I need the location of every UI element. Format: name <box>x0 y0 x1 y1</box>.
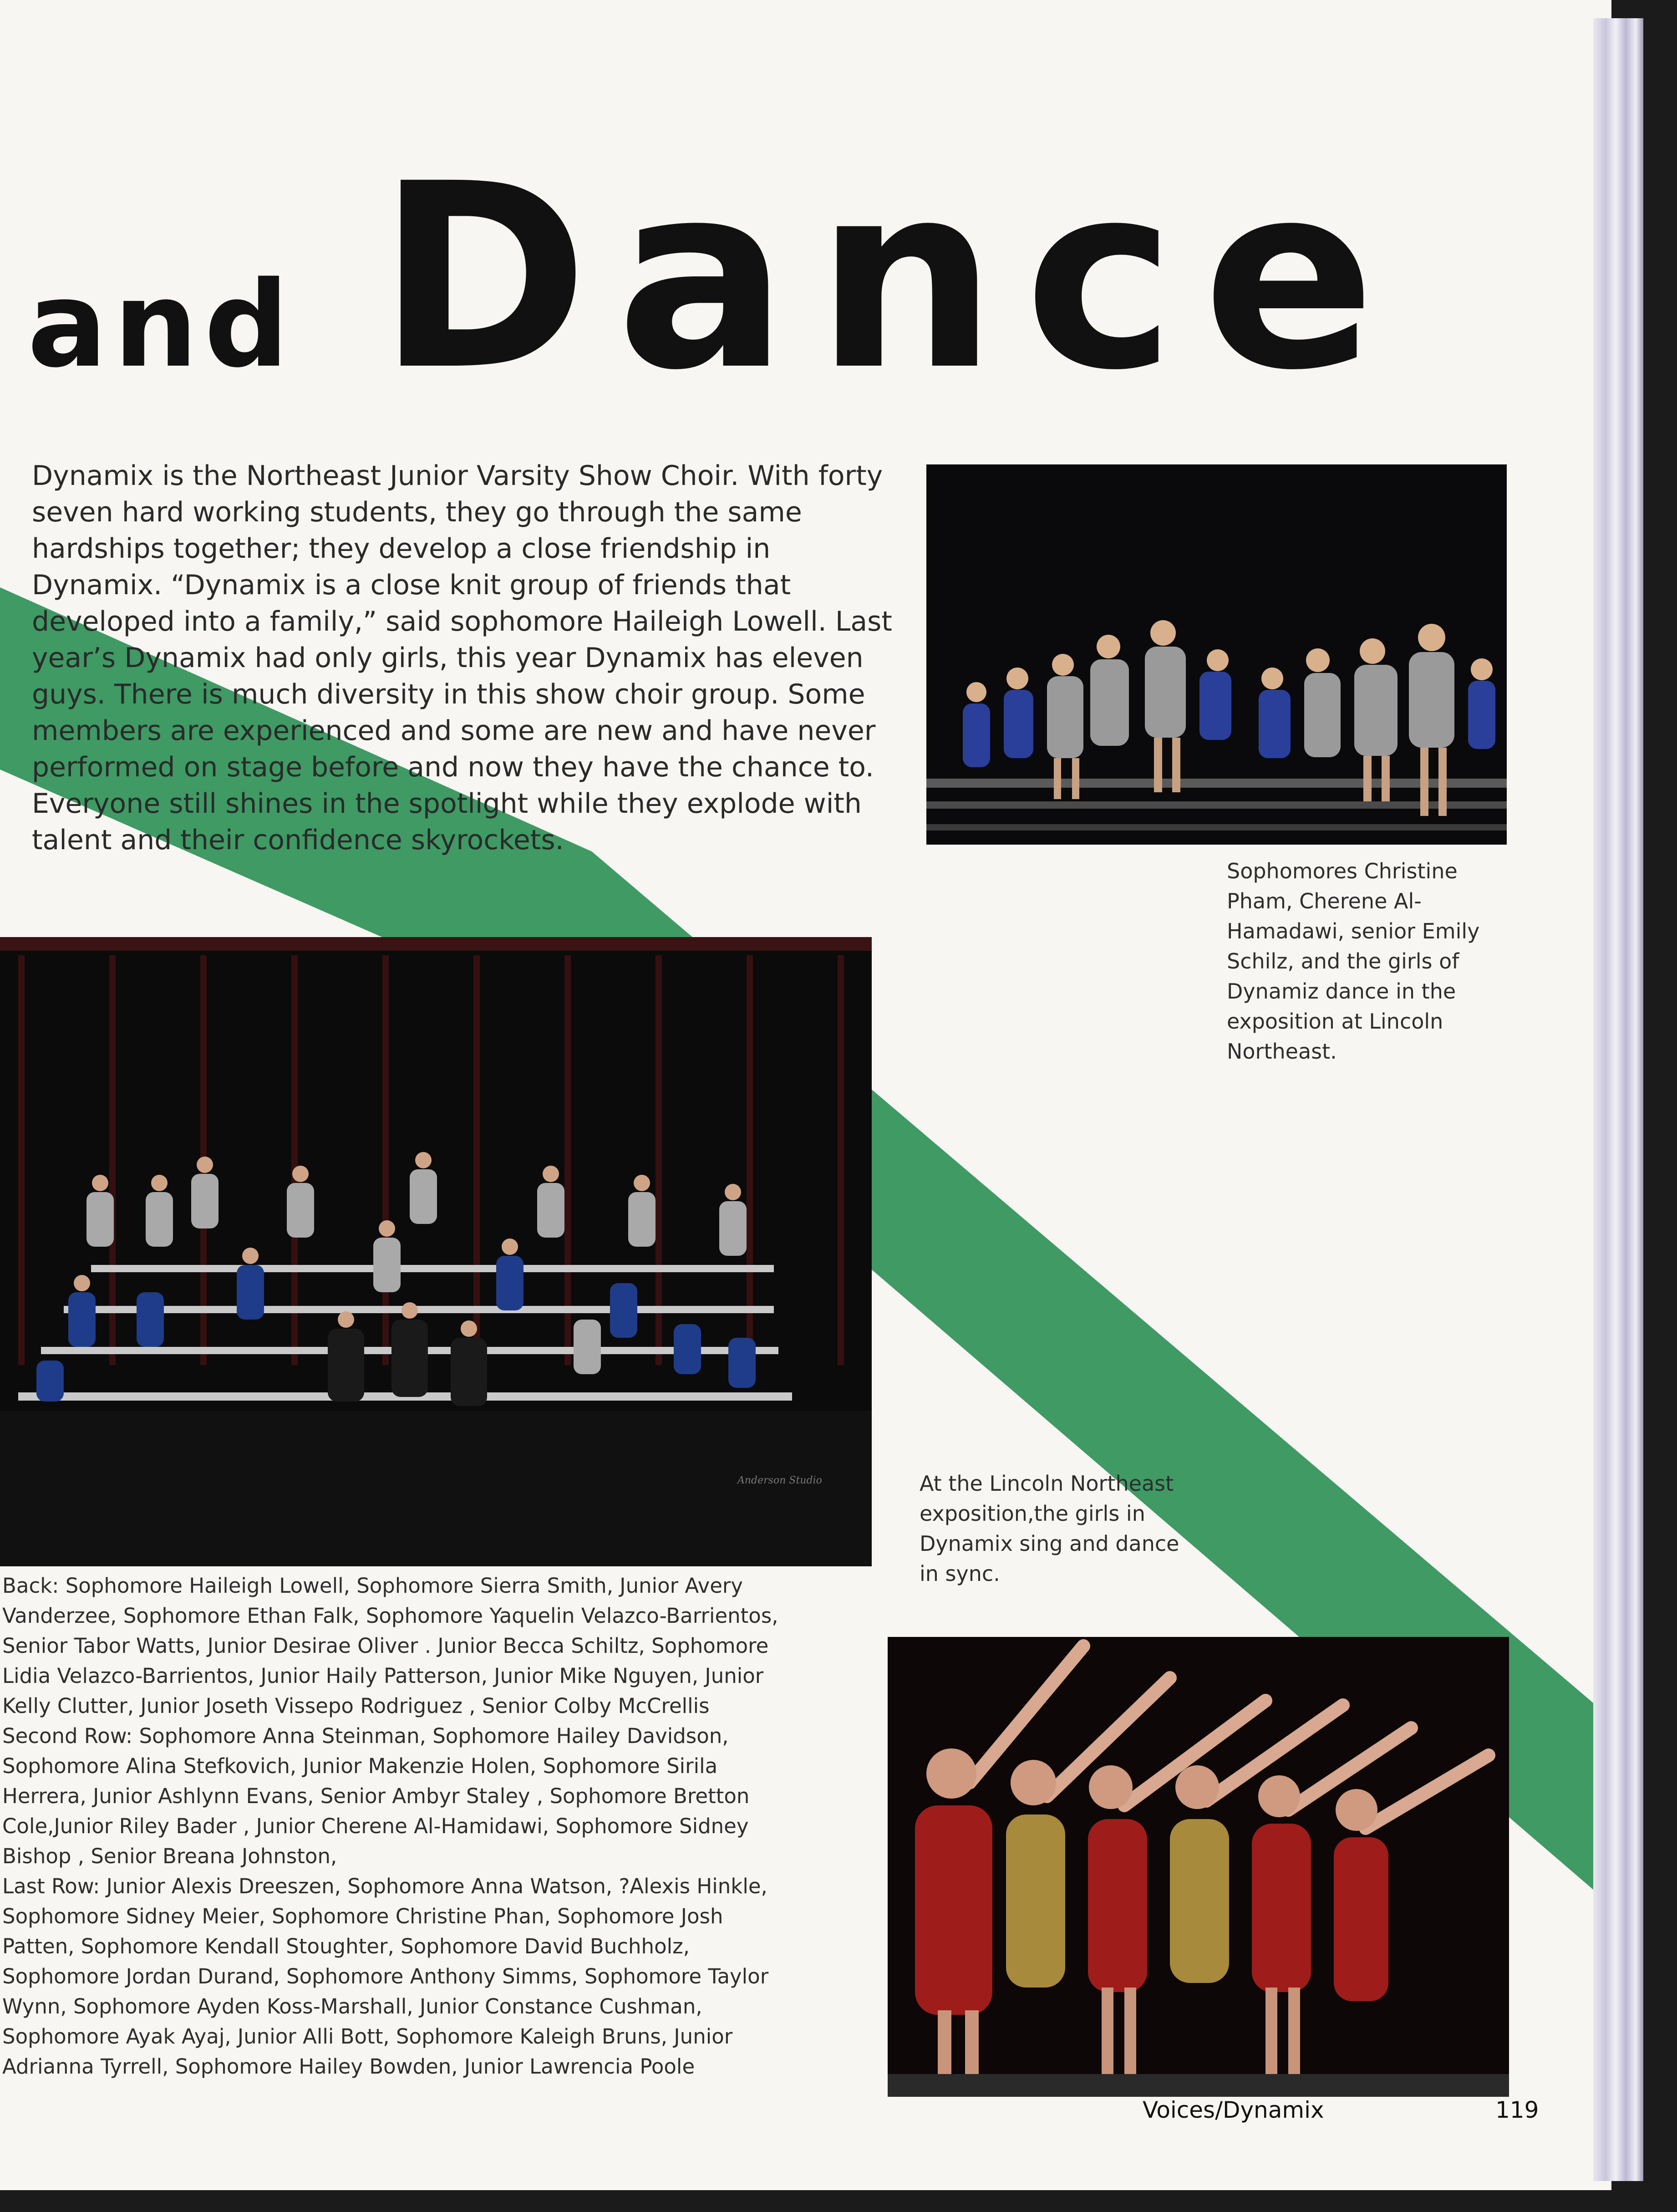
headline-word-and: and <box>27 256 295 394</box>
photo-group-portrait-art <box>0 937 872 1566</box>
photo-dancers-red-art <box>888 1637 1509 2097</box>
caption-middle-right: At the Lincoln Northeast exposition,the girls in Dynamix sing and dance in sync. <box>920 1471 1179 1586</box>
intro-paragraph: Dynamix is the Northeast Junior Varsity Show Choir. With forty seven hard working students, they go through the same hardships together; they develop a close friendship in Dynamix. “Dynamix is a close knit group of friends that developed into a family,” said sophomore Haileigh Lowell. Last year’s Dynamix had only girls, this year Dynamix has eleven guys. There is much diversity in this show choir group. Some members are experienced and some are new and have never performed on stage before and now they have the chance to. Everyone still shines in the spotlight while they explode with talent and their confidence skyrockets. <box>32 460 892 856</box>
photo-dancers-red <box>888 1637 1509 2097</box>
photo-group-portrait <box>0 937 872 1566</box>
footer-section-label: Voices/Dynamix <box>1143 2097 1324 2123</box>
caption-group-second-row: Second Row: Sophomore Anna Steinman, Sophomore Hailey Davidson, Sophomore Alina Stefkovich, Junior Makenzie Holen, Sophomore Sirila Herrera, Junior Ashlynn Evans, Senior Ambyr Staley , Sophomore Bretton Cole,Junior Riley Bader , Junior Cherene Al-Hamidawi, Sophomore Sidney Bishop , Senior Breana Johnston, <box>2 1724 750 1868</box>
caption-group <box>2 1571 794 2082</box>
caption-top-right: Sophomores Christine Pham, Cherene Al-Hamadawi, senior Emily Schilz, and the girls of Dynamiz dance in the exposition at Lincoln Northeast. <box>1227 859 1480 1064</box>
headline-word-dance: Dance <box>377 129 1403 426</box>
caption-group-back-row: Back: Sophomore Haileigh Lowell, Sophomore Sierra Smith, Junior Avery Vanderzee, Sophomore Ethan Falk, Sophomore Yaquelin Velazco-Barrientos, Senior Tabor Watts, Junior Desirae Oliver . Junior Becca Schiltz, Sophomore Lidia Velazco-Barrientos, Junior Haily Patterson, Junior Mike Nguyen, Junior Kelly Clutter, Junior Joseth Vissepo Rodriguez , Senior Colby McCrellis <box>2 1574 778 1718</box>
caption-group-last-row: Last Row: Junior Alexis Dreeszen, Sophomore Anna Watson, ?Alexis Hinkle, Sophomore Sidney Meier, Sophomore Christine Phan, Sophomore Josh Patten, Sophomore Kendall Stoughter, Sophomore David Buchholz, Sophomore Jordan Durand, Sophomore Anthony Simms, Sophomore Taylor Wynn, Sophomore Ayden Koss-Marshall, Junior Constance Cushman, Sophomore Ayak Ayaj, Junior Alli Bott, Sophomore Kaleigh Bruns, Junior Adrianna Tyrrell, Sophomore Hailey Bowden, Junior Lawrencia Poole <box>2 1874 769 2079</box>
photo-dancers-stage <box>926 464 1507 845</box>
photographer-watermark: Anderson Studio <box>737 1475 822 1486</box>
page-number: 119 <box>1495 2097 1539 2123</box>
book-page-edges <box>1593 18 1643 2181</box>
page-headline <box>27 129 1403 426</box>
photo-dancers-stage-art <box>926 464 1507 845</box>
